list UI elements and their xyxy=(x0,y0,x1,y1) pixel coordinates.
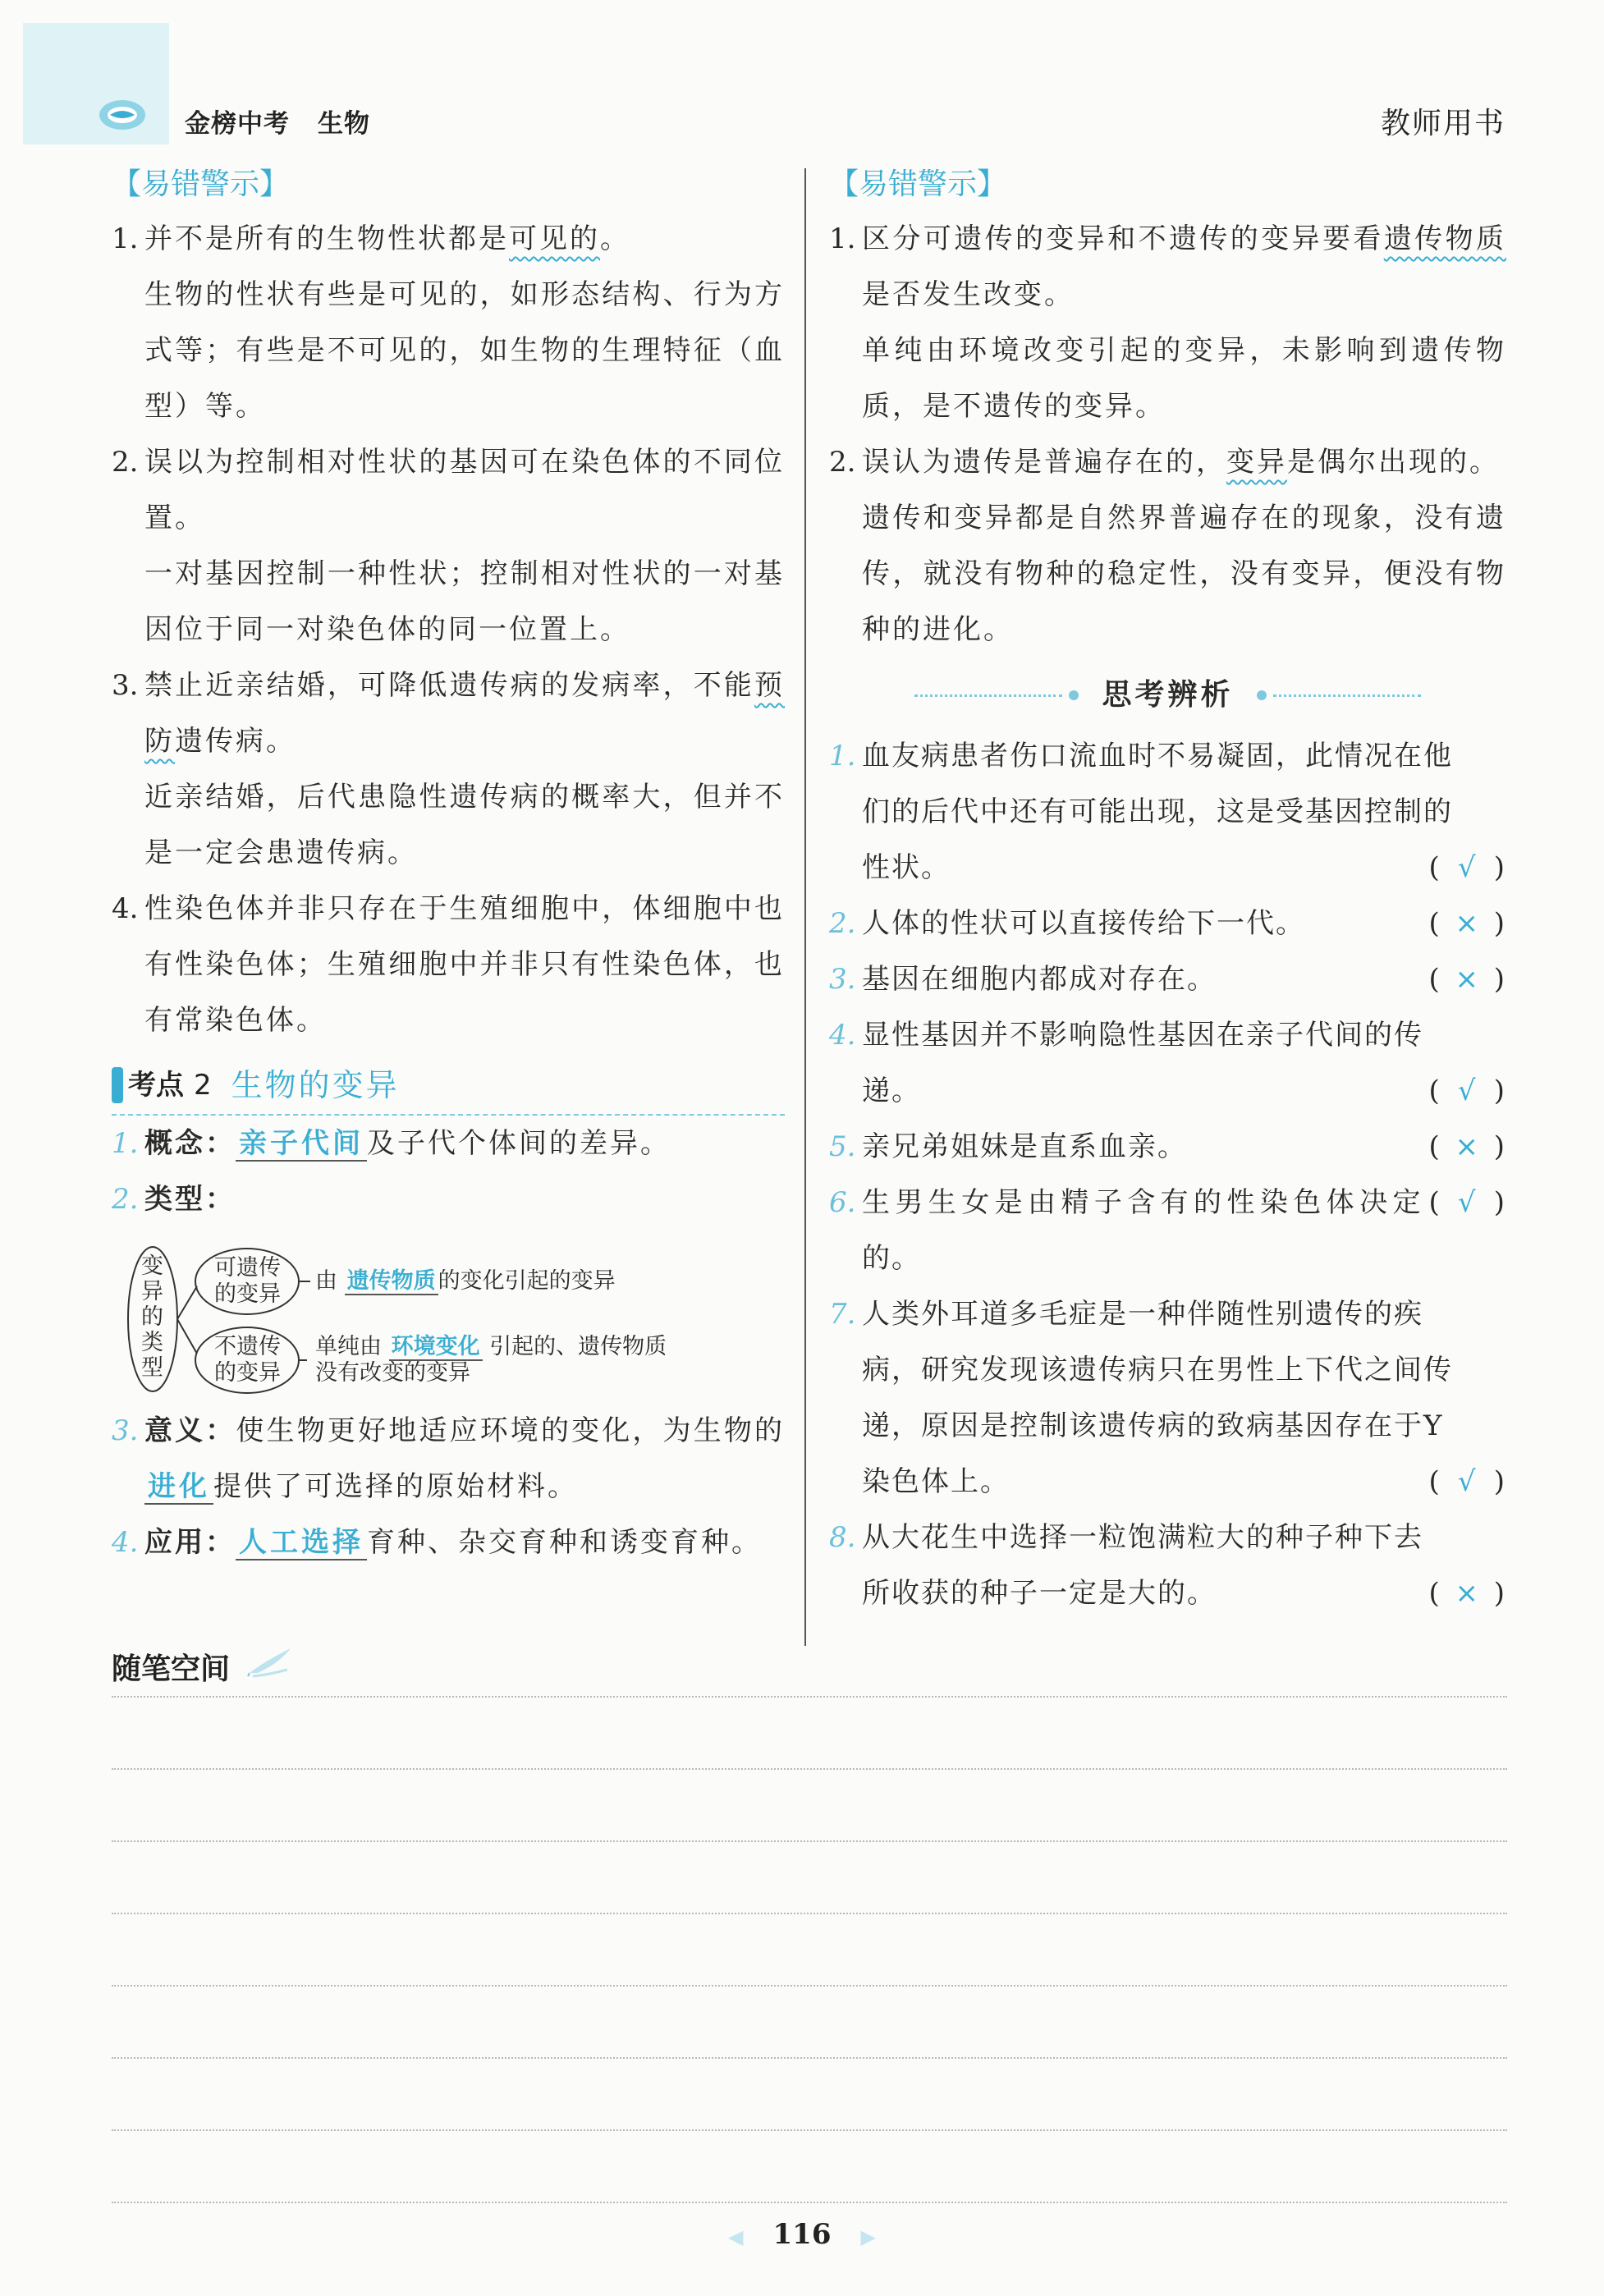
note-line xyxy=(112,1985,1507,1987)
cross-mark-icon: × xyxy=(1455,907,1480,940)
right-warning-item-2: 2. 误认为遗传是普遍存在的，变异是偶尔出现的。 xyxy=(829,446,1500,479)
column-divider xyxy=(804,168,806,1646)
check-mark-icon: √ xyxy=(1457,1186,1478,1219)
answer-parentheses: ( × ) xyxy=(1428,896,1506,951)
answer-parentheses: ( √ ) xyxy=(1428,1063,1506,1119)
kaodian-heading: 考点 2 生物的变异 xyxy=(112,1056,785,1116)
blank-answer: 亲子代间 xyxy=(236,1127,367,1162)
question-number: 3. xyxy=(829,963,856,996)
question-text-line: 基因在细胞内都成对存在。 xyxy=(862,963,1217,996)
question-text-line: 显性基因并不影响隐性基因在亲子代间的传 xyxy=(862,1019,1423,1052)
question-text-line: 亲兄弟姐妹是直系血亲。 xyxy=(862,1130,1187,1163)
question-number: 4. xyxy=(829,1019,856,1052)
quill-pen-icon xyxy=(246,1645,294,1678)
check-mark-icon: √ xyxy=(1457,1075,1478,1107)
point-application: 4. 应用： 人工选择 育种、杂交育种和诱变育种。 xyxy=(112,1526,762,1559)
kaodian-marker-icon xyxy=(112,1067,123,1103)
thinking-heading: 思考辨析 xyxy=(829,662,1506,728)
diagram-root: 变 异 的 类 型 xyxy=(141,1253,163,1381)
left-warning-expl-3: 近亲结婚，后代患隐性遗传病的概率大，但并不是一定会患遗传病。 xyxy=(144,781,785,869)
right-column xyxy=(829,160,1506,1621)
question-number: 7. xyxy=(829,1298,856,1331)
right-warning-item-1: 1. 区分可遗传的变异和不遗传的变异要看遗传物质是否发生改变。 xyxy=(829,222,1507,311)
note-line xyxy=(112,1768,1507,1770)
left-warning-item-4: 4. 性染色体并非只存在于生殖细胞中，体细胞中也有性染色体；生殖细胞中并非只有性染色体，也有常染色体。 xyxy=(112,892,785,1037)
question-text-line: 递。 xyxy=(862,1075,921,1107)
note-line xyxy=(112,1840,1507,1842)
answer-parentheses: ( √ ) xyxy=(1428,840,1506,896)
book-logo-icon xyxy=(97,97,148,133)
right-warning-expl-2: 遗传和变异都是自然界普遍存在的现象，没有遗传，就没有物种的稳定性，没有变异，便没有物种的进化。 xyxy=(862,502,1506,646)
note-line xyxy=(112,1696,1507,1698)
answer-parentheses: ( √ ) xyxy=(1428,1175,1506,1286)
note-line xyxy=(112,1913,1507,1914)
dot-icon xyxy=(1069,690,1079,700)
question-text-line: 递，原因是控制该遗传病的致病基因存在于Y xyxy=(862,1409,1444,1442)
question-text-line: 染色体上。 xyxy=(862,1465,1010,1498)
blank-answer: 人工选择 xyxy=(236,1526,367,1560)
answer-parentheses: ( × ) xyxy=(1428,951,1506,1007)
prev-arrow-icon: ◀ xyxy=(728,2225,744,2248)
teacher-edition-label: 教师用书 xyxy=(1380,107,1505,140)
check-mark-icon: √ xyxy=(1457,1465,1478,1498)
left-warning-item-2: 2. 误以为控制相对性状的基因可在染色体的不同位置。 xyxy=(112,446,785,534)
judgement-question xyxy=(829,896,1506,951)
subject-name: 生物 xyxy=(318,109,370,139)
question-text-line: 病，研究发现该遗传病只在男性上下代之间传 xyxy=(862,1354,1453,1386)
left-warning-expl-1: 生物的性状有些是可见的，如形态结构、行为方式等；有些是不可见的，如生物的生理特征（血型）等。 xyxy=(144,278,785,423)
question-number: 2. xyxy=(829,907,856,940)
question-number: 5. xyxy=(829,1130,856,1163)
answer-parentheses: ( × ) xyxy=(1428,1119,1506,1175)
note-line xyxy=(112,2057,1507,2059)
question-text-line: 性状。 xyxy=(862,851,951,884)
judgement-question xyxy=(829,951,1506,1007)
left-warning-item-3: 3. 禁止近亲结婚，可降低遗传病的发病率，不能预防遗传病。 xyxy=(112,669,785,758)
point-significance: 3. 意义：使生物更好地适应环境的变化，为生物的进化 提供了可选择的原始材料。 xyxy=(112,1414,786,1503)
brand-name: 金榜中考 xyxy=(185,109,290,139)
left-warning-title: 【易错警示】 xyxy=(112,167,290,201)
left-warning-item-1: 1. 并不是所有的生物性状都是可见的。 xyxy=(112,222,630,255)
judgement-question xyxy=(829,1007,1506,1119)
diagram-nonheritable: 不遗传 的变异 xyxy=(214,1334,281,1386)
question-number: 8. xyxy=(829,1521,856,1554)
judgement-questions xyxy=(829,728,1506,1621)
question-number: 6. xyxy=(829,1186,856,1219)
question-number: 1. xyxy=(829,740,856,772)
judgement-question xyxy=(829,1510,1506,1621)
notes-title: 随笔空间 xyxy=(112,1652,231,1686)
blank-answer: 进化 xyxy=(144,1470,213,1505)
question-text-line: 们的后代中还有可能出现，这是受基因控制的 xyxy=(862,795,1453,828)
answer-parentheses: ( × ) xyxy=(1428,1565,1506,1621)
brand-title xyxy=(185,103,370,140)
dot-icon xyxy=(1257,690,1267,700)
left-column xyxy=(112,160,785,1570)
point-concept: 1. 概念： 亲子代间 及子代个体间的差异。 xyxy=(112,1127,671,1160)
check-mark-icon: √ xyxy=(1457,851,1478,884)
left-warning-expl-2: 一对基因控制一种性状；控制相对性状的一对基因位于同一对染色体的同一位置上。 xyxy=(144,557,785,646)
cross-mark-icon: × xyxy=(1455,1577,1480,1610)
cross-mark-icon: × xyxy=(1455,963,1480,996)
judgement-question xyxy=(829,1286,1506,1510)
judgement-question xyxy=(829,728,1506,896)
diagram-heritable-desc: 由 遗传物质 的变化引起的变异 xyxy=(315,1268,616,1294)
diagram-nonheritable-desc: 单纯由 环境变化 引起的、遗传物质 没有改变的变异 xyxy=(315,1334,667,1386)
right-warning-expl-1: 单纯由环境改变引起的变异，未影响到遗传物质，是不遗传的变异。 xyxy=(862,334,1506,423)
judgement-question xyxy=(829,1175,1506,1286)
question-text-line: 血友病患者伤口流血时不易凝固，此情况在他 xyxy=(862,740,1453,772)
question-text-line: 生男生女是由精子含有的性染色体决定的。 xyxy=(862,1186,1423,1275)
right-warning-title: 【易错警示】 xyxy=(829,167,1007,201)
answer-parentheses: ( √ ) xyxy=(1428,1454,1506,1510)
next-arrow-icon: ▶ xyxy=(860,2225,876,2248)
page-number: ◀ 116 ▶ xyxy=(728,2218,876,2251)
point-types: 2. 类型： xyxy=(112,1183,236,1216)
note-line xyxy=(112,2129,1507,2131)
question-text-line: 人体的性状可以直接传给下一代。 xyxy=(862,907,1305,940)
question-text-line: 所收获的种子一定是大的。 xyxy=(862,1577,1217,1610)
cross-mark-icon: × xyxy=(1455,1130,1480,1163)
question-text-line: 人类外耳道多毛症是一种伴随性别遗传的疾 xyxy=(862,1298,1423,1331)
question-text-line: 从大花生中选择一粒饱满粒大的种子种下去 xyxy=(862,1521,1423,1554)
variation-types-diagram xyxy=(112,1239,785,1400)
note-line xyxy=(112,2202,1507,2203)
diagram-heritable: 可遗传 的变异 xyxy=(214,1255,281,1307)
judgement-question xyxy=(829,1119,1506,1175)
